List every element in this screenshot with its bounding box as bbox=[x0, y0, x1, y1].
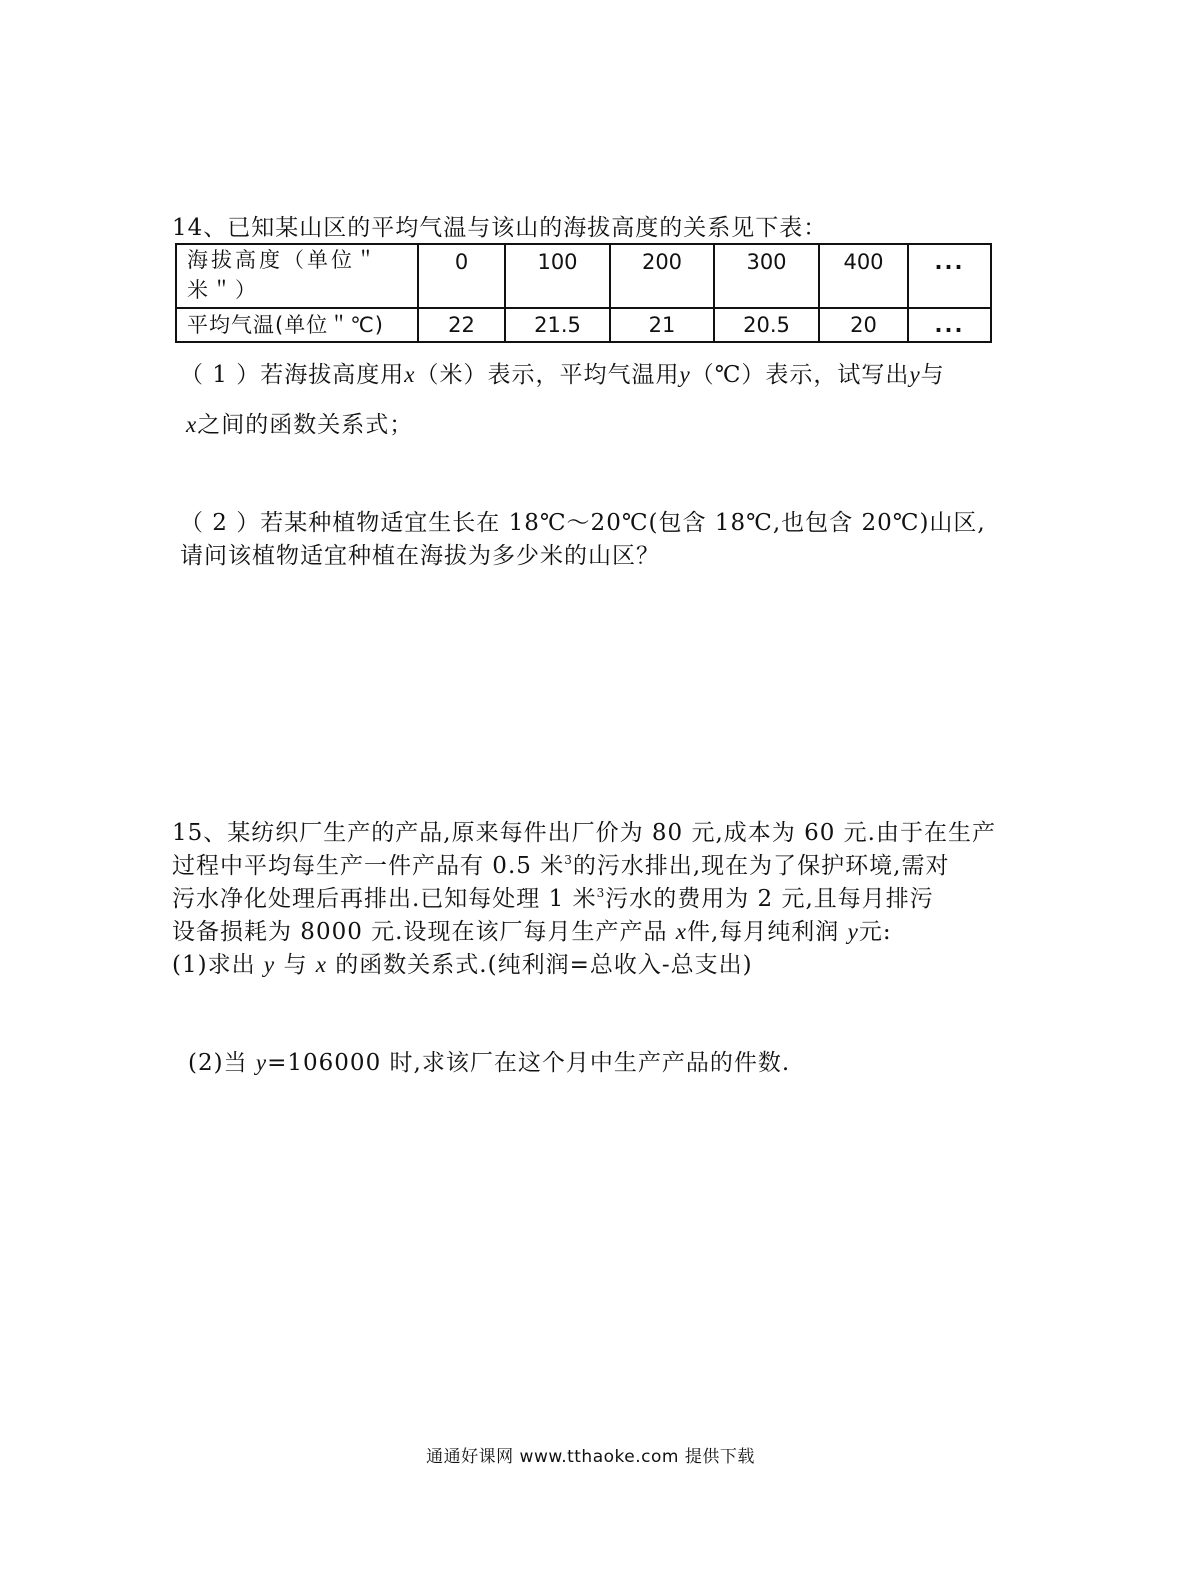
table-cell: 20.5 bbox=[714, 308, 819, 342]
table-header-altitude-line1: 海拔高度（单位＂ bbox=[187, 248, 379, 272]
page-footer: 通通好课网 www.tthaoke.com 提供下载 bbox=[426, 1447, 755, 1467]
q15-text: 元: bbox=[858, 919, 892, 945]
table-cell: 400 bbox=[819, 244, 908, 308]
q15-line2 bbox=[172, 851, 949, 881]
q15-text: 的污水排出,现在为了保护环境,需对 bbox=[572, 853, 950, 879]
q14-part1-text: 之间的函数关系式； bbox=[197, 412, 414, 438]
variable-y: y bbox=[263, 952, 276, 977]
q14-part1-text: 与 bbox=[920, 362, 945, 388]
variable-x: x bbox=[186, 412, 198, 437]
variable-y: y bbox=[847, 919, 859, 944]
variable-x: x bbox=[315, 952, 327, 977]
superscript-3: 3 bbox=[564, 853, 573, 867]
table-row bbox=[176, 308, 991, 342]
q14-part2-line1: （ 2 ）若某种植物适宜生长在 18℃～20℃(包含 18℃,也包含 20℃)山区, bbox=[180, 510, 986, 536]
q14-part1-line1 bbox=[180, 360, 945, 390]
q14-part1-text: （ 1 ）若海拔高度用 bbox=[180, 362, 405, 388]
variable-y: y bbox=[909, 362, 921, 387]
q15-text: (2)当 bbox=[188, 1050, 248, 1076]
altitude-temperature-table bbox=[175, 243, 992, 343]
q15-text: 的函数关系式.(纯利润=总收入-总支出) bbox=[335, 952, 753, 978]
table-cell: 21.5 bbox=[505, 308, 610, 342]
variable-x: x bbox=[675, 919, 687, 944]
q15-line4 bbox=[172, 917, 892, 947]
q15-part2 bbox=[188, 1048, 790, 1078]
table-cell: 300 bbox=[714, 244, 819, 308]
table-header-altitude-line2: 米＂） bbox=[187, 278, 259, 302]
q14-part1-text: （℃）表示，试写出 bbox=[690, 362, 910, 388]
variable-y: y bbox=[255, 1050, 268, 1075]
table-cell: 0 bbox=[418, 244, 505, 308]
superscript-3: 3 bbox=[596, 886, 606, 900]
variable-x: x bbox=[404, 362, 416, 387]
table-cell: 22 bbox=[418, 308, 505, 342]
table-cell-ellipsis: ... bbox=[908, 244, 991, 308]
variable-y: y bbox=[679, 362, 691, 387]
q14-part1-text: （米）表示，平均气温用 bbox=[415, 362, 680, 388]
q15-text: =106000 时,求该厂在这个月中生产产品的件数. bbox=[267, 1050, 791, 1076]
q14-part1-line2 bbox=[186, 410, 413, 440]
q15-text: 与 bbox=[283, 952, 308, 978]
q15-part1 bbox=[172, 950, 753, 980]
table-cell: 20 bbox=[819, 308, 908, 342]
q15-text: 污水净化处理后再排出.已知每处理 1 米 bbox=[172, 886, 597, 912]
q15-text: 过程中平均每生产一件产品有 0.5 米 bbox=[172, 853, 565, 879]
table-header-temperature: 平均气温(单位＂℃) bbox=[176, 308, 418, 342]
q15-line1: 15、某纺织厂生产的产品,原来每件出厂价为 80 元,成本为 60 元.由于在生产 bbox=[172, 820, 996, 846]
q15-text: 污水的费用为 2 元,且每月排污 bbox=[605, 886, 934, 912]
table-cell: 200 bbox=[610, 244, 714, 308]
table-header-altitude bbox=[176, 244, 418, 308]
q14-part2-line2: 请问该植物适宜种植在海拔为多少米的山区？ bbox=[180, 543, 660, 569]
q15-text: 件,每月纯利润 bbox=[687, 919, 840, 945]
table-cell-ellipsis: ... bbox=[908, 308, 991, 342]
q15-text: 设备损耗为 8000 元.设现在该厂每月生产产品 bbox=[172, 919, 668, 945]
table-cell: 21 bbox=[610, 308, 714, 342]
table-cell: 100 bbox=[505, 244, 610, 308]
q15-text: (1)求出 bbox=[172, 952, 256, 978]
q15-line3 bbox=[172, 884, 934, 914]
table-row bbox=[176, 244, 991, 308]
q14-title: 14、已知某山区的平均气温与该山的海拔高度的关系见下表： bbox=[172, 215, 828, 241]
